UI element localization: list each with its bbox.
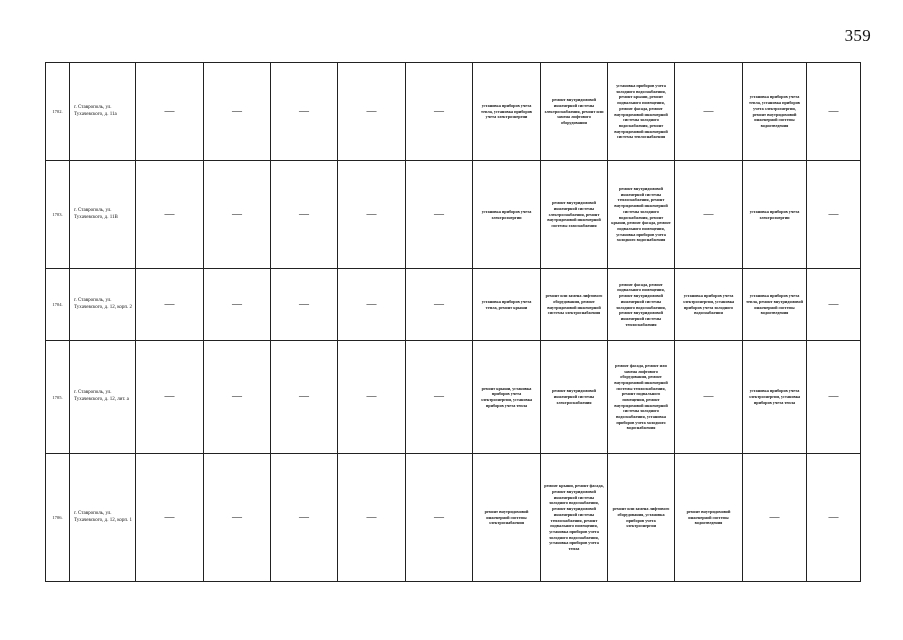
empty-dash-cell: —	[271, 341, 338, 454]
empty-dash-cell: —	[338, 454, 406, 582]
empty-dash-cell: —	[406, 269, 473, 341]
work-cell: установка приборов учета холодного водоснабжения, ремонт крыши, ремонт подвального помещения, ремонт фасада, ремонт внутридомовой инженерной системы холодного водоснабжения, ремонт внутридомовой инженерной системы теплоснабжения	[608, 63, 675, 161]
work-cell: ремонт внутридомовой инженерной системы электроснабжения	[541, 341, 608, 454]
empty-dash-cell: —	[136, 63, 204, 161]
empty-dash-cell: —	[204, 161, 271, 269]
page-number: 359	[844, 26, 871, 45]
empty-dash-cell: —	[136, 454, 204, 582]
work-cell: установка приборов учета электроэнергии	[743, 161, 807, 269]
empty-dash-cell: —	[271, 269, 338, 341]
row-number: 1703.	[46, 161, 70, 269]
empty-dash-cell: —	[338, 63, 406, 161]
work-cell: —	[675, 161, 743, 269]
work-cell: установка приборов учета тепла, ремонт крыши	[473, 269, 541, 341]
empty-dash-cell: —	[271, 454, 338, 582]
row-number: 1705.	[46, 341, 70, 454]
empty-dash-cell: —	[338, 269, 406, 341]
empty-dash-cell: —	[204, 454, 271, 582]
empty-dash-cell: —	[406, 63, 473, 161]
empty-dash-cell: —	[271, 63, 338, 161]
work-cell: установка приборов учета электроэнергии, установка приборов учета тепла	[743, 341, 807, 454]
work-cell: установка приборов учета тепла, установка приборов учета электроэнергии	[473, 63, 541, 161]
work-cell: ремонт или замена лифтового оборудования, установка приборов учета электроэнергии	[608, 454, 675, 582]
work-cell: установка приборов учета электроэнергии	[473, 161, 541, 269]
work-cell: —	[807, 63, 861, 161]
work-cell: —	[675, 341, 743, 454]
work-cell: —	[807, 161, 861, 269]
table-row	[46, 269, 861, 341]
table-row	[46, 454, 861, 582]
empty-dash-cell: —	[136, 341, 204, 454]
row-number: 1704.	[46, 269, 70, 341]
work-cell: ремонт внутридомовой инженерной системы теплоснабжения, ремонт внутридомовой инженерной системы холодного водоснабжения, ремонт крыши, ремонт фасада, ремонт подвального помещения, установка приборов учета холодного водоснабжения	[608, 161, 675, 269]
empty-dash-cell: —	[136, 269, 204, 341]
work-cell: ремонт крыши, ремонт фасада, ремонт внутридомовой инженерной системы холодного водоснабжения, ремонт внутридомовой инженерной системы теплоснабжения, ремонт подвального помещения, установка приборов учета холодного водоснабжения, установка приборов учета тепла	[541, 454, 608, 582]
work-cell: ремонт или замена лифтового оборудования, ремонт внутридомовой инженерной системы электроснабжения	[541, 269, 608, 341]
row-number: 1702.	[46, 63, 70, 161]
address-cell: г. Ставрополь, ул. Тухачевского, д. 11а	[70, 63, 136, 161]
empty-dash-cell: —	[204, 341, 271, 454]
address-cell: г. Ставрополь, ул. Тухачевского, д. 11В	[70, 161, 136, 269]
work-cell: ремонт внутридомовой инженерной системы электроснабжения	[473, 454, 541, 582]
work-cell: —	[675, 63, 743, 161]
table-row	[46, 161, 861, 269]
empty-dash-cell: —	[338, 161, 406, 269]
work-cell: —	[807, 454, 861, 582]
work-cell: —	[807, 341, 861, 454]
work-cell: ремонт внутридомовой инженерной системы водоотведения	[675, 454, 743, 582]
empty-dash-cell: —	[406, 454, 473, 582]
work-cell: ремонт крыши, установка приборов учета электроэнергии, установка приборов учета тепла	[473, 341, 541, 454]
work-cell: ремонт фасада, ремонт подвального помещения, ремонт внутридомовой инженерной системы холодного водоснабжения, ремонт внутридомовой инженерной системы теплоснабжения	[608, 269, 675, 341]
row-number: 1706.	[46, 454, 70, 582]
work-cell: ремонт фасада, ремонт или замена лифтового оборудования, ремонт внутридомовой инженерной системы теплоснабжения, ремонт подвального помещения, ремонт внутридомовой инженерной системы холодного водоснабжения, установка приборов учета холодного водоснабжения	[608, 341, 675, 454]
empty-dash-cell: —	[204, 63, 271, 161]
empty-dash-cell: —	[271, 161, 338, 269]
work-cell: установка приборов учета тепла, установка приборов учета электроэнергии, ремонт внутридомовой инженерной системы водоотведения	[743, 63, 807, 161]
table-row	[46, 63, 861, 161]
address-cell: г. Ставрополь, ул. Тухачевского, д. 12, корп. 2	[70, 269, 136, 341]
empty-dash-cell: —	[406, 341, 473, 454]
address-cell: г. Ставрополь, ул. Тухачевского, д. 12, лит. а	[70, 341, 136, 454]
table-row	[46, 341, 861, 454]
empty-dash-cell: —	[338, 341, 406, 454]
repair-schedule-table	[45, 62, 861, 582]
work-cell: —	[807, 269, 861, 341]
empty-dash-cell: —	[136, 161, 204, 269]
empty-dash-cell: —	[204, 269, 271, 341]
work-cell: ремонт внутридомовой инженерной системы электроснабжения, ремонт внутридомовой инженерной системы газоснабжения	[541, 161, 608, 269]
work-cell: установка приборов учета электроэнергии, установка приборов учета холодного водоснабжения	[675, 269, 743, 341]
work-cell: установка приборов учета тепла, ремонт внутридомовой инженерной системы водоотведения	[743, 269, 807, 341]
address-cell: г. Ставрополь, ул. Тухачевского, д. 12, корп. 1	[70, 454, 136, 582]
empty-dash-cell: —	[406, 161, 473, 269]
work-cell: ремонт внутридомовой инженерной системы электроснабжения, ремонт или замена лифтового оборудования	[541, 63, 608, 161]
work-cell: —	[743, 454, 807, 582]
